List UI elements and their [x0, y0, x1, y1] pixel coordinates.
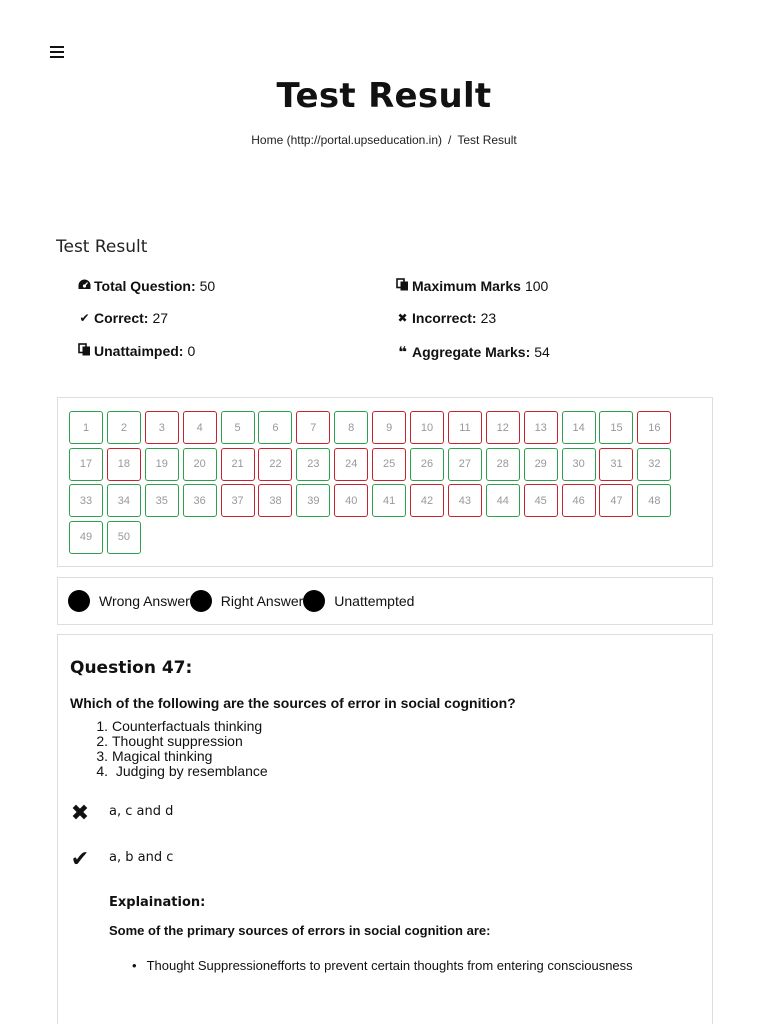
stat-label: Total Question:: [94, 278, 196, 294]
check-icon: ✔: [70, 846, 90, 871]
question-button[interactable]: 10: [410, 411, 444, 444]
stat-value: 0: [187, 343, 196, 359]
stat-unattempted: [78, 343, 195, 359]
stat-value: 23: [480, 310, 497, 326]
question-button[interactable]: 6: [258, 411, 292, 444]
question-button[interactable]: 8: [334, 411, 368, 444]
question-button[interactable]: 32: [637, 448, 671, 481]
list-item: 3. Magical thinking: [96, 748, 213, 764]
question-button[interactable]: 14: [562, 411, 596, 444]
section-title: Test Result: [56, 237, 148, 257]
question-button[interactable]: 1: [69, 411, 103, 444]
question-button[interactable]: 33: [69, 484, 103, 517]
question-button[interactable]: 46: [562, 484, 596, 517]
question-navigator: [57, 397, 713, 567]
list-item: 4. Judging by resemblance: [96, 763, 268, 779]
question-button[interactable]: 17: [69, 448, 103, 481]
breadcrumb-home-link[interactable]: Home (http://portal.upseducation.in): [251, 133, 443, 147]
check-icon: ✔: [79, 311, 90, 325]
question-button[interactable]: 35: [145, 484, 179, 517]
question-button[interactable]: 21: [221, 448, 255, 481]
explanation-title: Explaination:: [109, 895, 206, 910]
question-button[interactable]: 3: [145, 411, 179, 444]
correct-answer-text: a, b and c: [109, 850, 174, 865]
question-button[interactable]: 5: [221, 411, 255, 444]
legend-dot-icon: [68, 590, 90, 612]
stat-label: Incorrect:: [412, 310, 477, 326]
dashboard-icon: [78, 279, 91, 293]
legend-wrong: [68, 590, 190, 612]
question-text: Which of the following are the sources of error in social cognition?: [70, 695, 516, 711]
question-button[interactable]: 44: [486, 484, 520, 517]
question-button[interactable]: 7: [296, 411, 330, 444]
question-button[interactable]: 30: [562, 448, 596, 481]
correct-answer: [70, 846, 174, 871]
stat-aggregate-marks: [396, 343, 550, 361]
question-button[interactable]: 25: [372, 448, 406, 481]
question-button[interactable]: 27: [448, 448, 482, 481]
question-button[interactable]: 28: [486, 448, 520, 481]
question-button[interactable]: 48: [637, 484, 671, 517]
question-button[interactable]: 40: [334, 484, 368, 517]
cross-icon: ✖: [70, 800, 90, 825]
quote-icon: ❝: [398, 344, 407, 361]
question-button[interactable]: 39: [296, 484, 330, 517]
legend-label: Wrong Answer: [99, 593, 190, 609]
question-button[interactable]: 29: [524, 448, 558, 481]
legend-dot-icon: [303, 590, 325, 612]
stat-maximum-marks: [396, 278, 548, 294]
question-button[interactable]: 38: [258, 484, 292, 517]
question-grid: [69, 411, 689, 557]
question-button[interactable]: 41: [372, 484, 406, 517]
question-button[interactable]: 36: [183, 484, 217, 517]
legend-right: [190, 590, 303, 612]
question-button[interactable]: 20: [183, 448, 217, 481]
question-button[interactable]: 34: [107, 484, 141, 517]
question-button[interactable]: 49: [69, 521, 103, 554]
question-button[interactable]: 9: [372, 411, 406, 444]
question-button[interactable]: 2: [107, 411, 141, 444]
explanation-points: [132, 958, 633, 973]
question-button[interactable]: 12: [486, 411, 520, 444]
question-button[interactable]: 45: [524, 484, 558, 517]
question-button[interactable]: 19: [145, 448, 179, 481]
user-answer-text: a, c and d: [109, 804, 174, 819]
breadcrumb-current: Test Result: [457, 133, 517, 147]
question-button[interactable]: 37: [221, 484, 255, 517]
question-detail-panel: [57, 634, 713, 1024]
stat-value: 27: [152, 310, 169, 326]
cross-icon: ✖: [397, 311, 408, 325]
question-button[interactable]: 43: [448, 484, 482, 517]
question-button[interactable]: 50: [107, 521, 141, 554]
copy-icon: [78, 343, 91, 359]
stat-value: 50: [199, 278, 216, 294]
breadcrumb: [0, 133, 768, 147]
question-button[interactable]: 31: [599, 448, 633, 481]
user-answer: [70, 800, 174, 825]
stat-label: Maximum Marks: [412, 278, 521, 294]
stat-value: 54: [534, 344, 550, 360]
stat-value: 100: [524, 278, 549, 294]
question-button[interactable]: 13: [524, 411, 558, 444]
stat-total-question: [78, 278, 215, 294]
question-button[interactable]: 26: [410, 448, 444, 481]
question-button[interactable]: 24: [334, 448, 368, 481]
question-button[interactable]: 22: [258, 448, 292, 481]
copy-icon: [396, 278, 409, 294]
question-button[interactable]: 23: [296, 448, 330, 481]
question-button[interactable]: 18: [107, 448, 141, 481]
legend-label: Unattempted: [334, 593, 415, 609]
question-statement-list: [93, 719, 268, 779]
question-button[interactable]: 47: [599, 484, 633, 517]
list-item: 1. Counterfactuals thinking: [96, 718, 263, 734]
question-button[interactable]: 4: [183, 411, 217, 444]
list-item: 2. Thought suppression: [96, 733, 243, 749]
question-button[interactable]: 15: [599, 411, 633, 444]
list-item: • Thought Suppressionefforts to prevent certain thoughts from entering consciousness: [132, 958, 633, 973]
page-title: Test Result: [276, 76, 492, 116]
hamburger-menu-icon[interactable]: [50, 46, 64, 58]
stat-label: Correct:: [94, 310, 149, 326]
legend-dot-icon: [190, 590, 212, 612]
question-button[interactable]: 42: [410, 484, 444, 517]
legend: [57, 577, 713, 625]
legend-label: Right Answer: [220, 593, 304, 609]
question-button[interactable]: 11: [448, 411, 482, 444]
question-button[interactable]: 16: [637, 411, 671, 444]
stat-label: Unattaimped:: [94, 343, 184, 359]
legend-unattempted: [303, 590, 414, 612]
explanation-intro: Some of the primary sources of errors in social cognition are:: [109, 923, 491, 938]
question-title: Question 47:: [70, 658, 193, 678]
stat-incorrect: [396, 310, 496, 326]
breadcrumb-separator: /: [448, 133, 452, 147]
stat-correct: [78, 310, 168, 326]
stat-label: Aggregate Marks:: [412, 344, 531, 360]
